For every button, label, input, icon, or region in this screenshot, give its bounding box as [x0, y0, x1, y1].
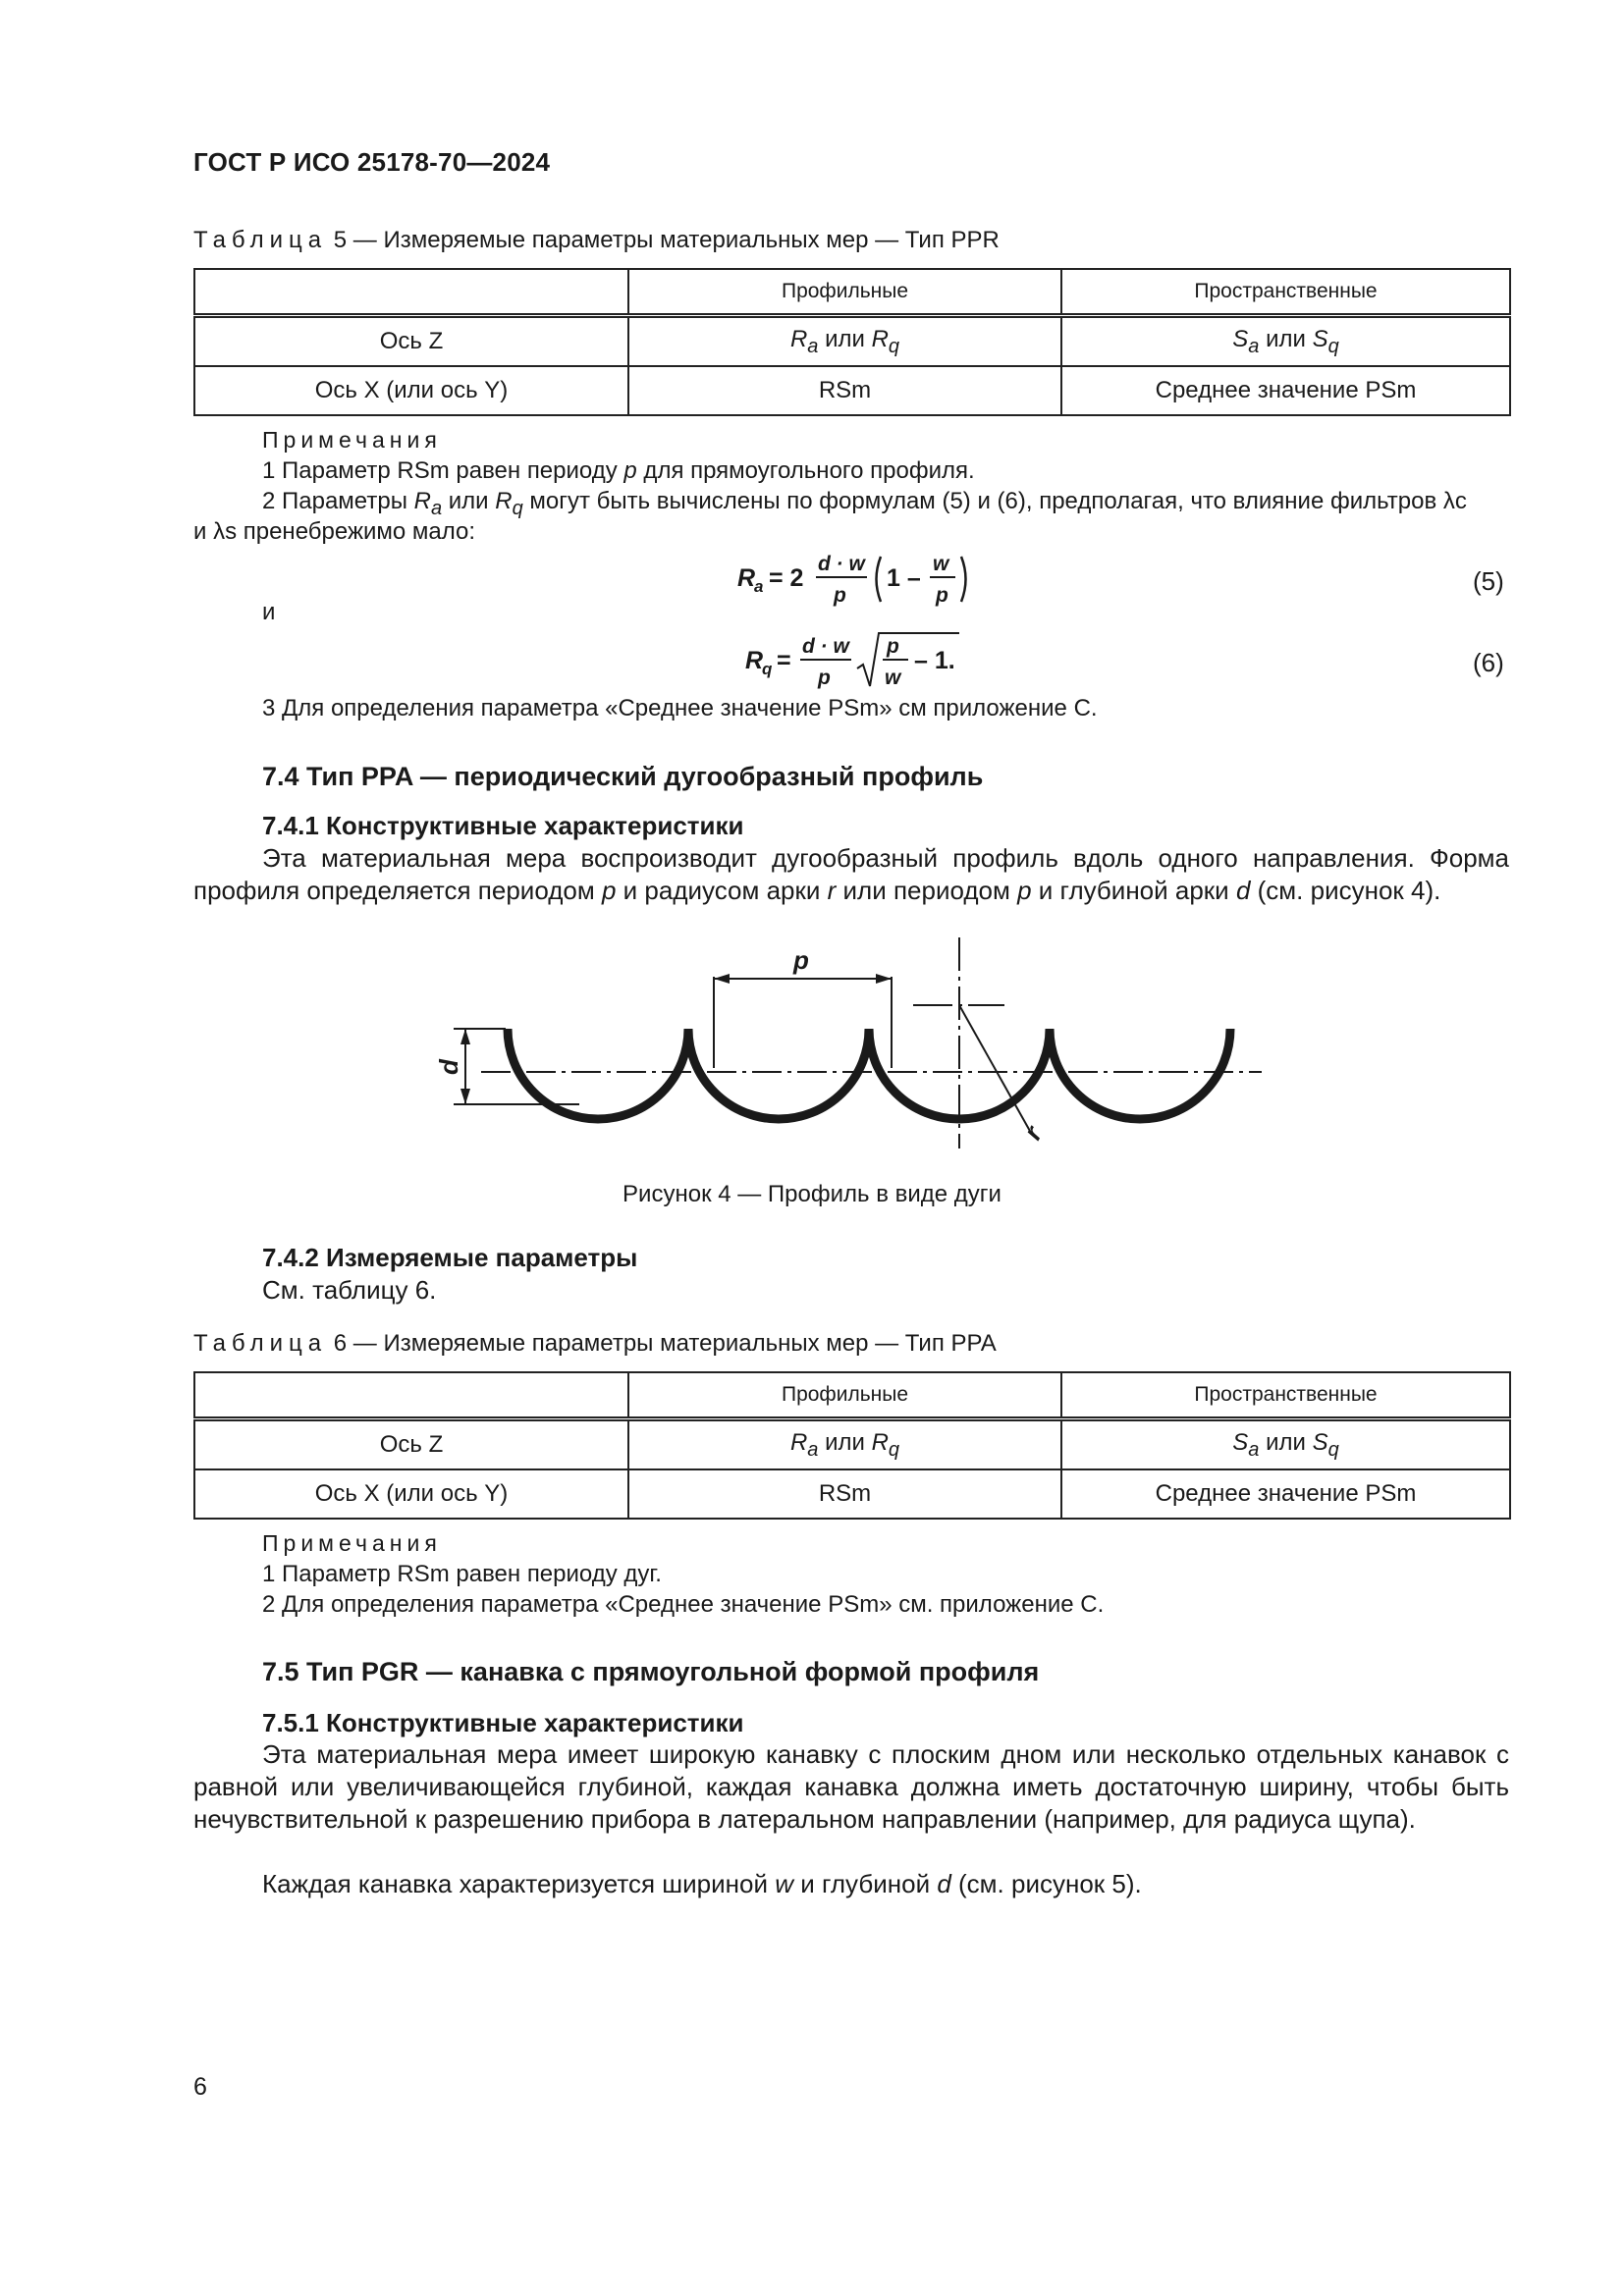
table6-caption-text: 6 — Измеряемые параметры материальных мер — Тип PPA: [333, 1330, 997, 1357]
figure-4-label-d: d: [434, 1059, 463, 1075]
svg-text:d · w: d · w: [818, 553, 865, 575]
table-row: [194, 1469, 1510, 1519]
table5-header-row: [194, 269, 1510, 316]
table5-row2-profile: RSm: [628, 366, 1061, 415]
notes5-note2-line2: и λs пренебрежимо мало:: [193, 518, 476, 545]
equation-6-number: (6): [1473, 648, 1504, 677]
table-row: [194, 1419, 1510, 1470]
figure-4-caption: Рисунок 4 — Профиль в виде дуги: [623, 1181, 1001, 1207]
svg-text:p: p: [887, 635, 899, 658]
notes5-note1: 1 Параметр RSm равен периоду p для прямоугольного профиля.: [262, 457, 975, 484]
svg-text:p: p: [936, 584, 948, 607]
section-7-5-1-paragraph2: Каждая канавка характеризуется шириной w и глубиной d (см. рисунок 5).: [262, 1869, 1142, 1898]
equation-6-graphic: [741, 625, 997, 696]
notes5-note2-line1: 2 Параметры $R_a$ или $R_q$ могут быть вычислены по формулам (5) и (6), предполагая, что влияние фильтров λc: [262, 488, 1467, 519]
section-7-4-2-text: См. таблицу 6.: [262, 1275, 437, 1305]
table5-row2-areal: Среднее значение PSm: [1061, 366, 1510, 415]
section-7-5-1-heading: 7.5.1 Конструктивные характеристики: [262, 1708, 744, 1737]
table6-caption-word: Таблица: [193, 1330, 328, 1357]
table5-header-areal: Пространственные: [1061, 269, 1510, 316]
figure-4-label-p: p: [793, 945, 809, 975]
svg-text:a: a: [754, 577, 764, 596]
table6-row1-areal: $S_a$ или $S_q$: [1061, 1419, 1510, 1470]
table6-caption: [193, 1330, 997, 1358]
svg-text:w: w: [933, 553, 949, 575]
svg-text:R: R: [737, 564, 756, 592]
section-7-4-1-heading: 7.4.1 Конструктивные характеристики: [262, 811, 744, 840]
table5-row1-profile: $R_a$ или $R_q$: [628, 316, 1061, 367]
svg-text:=: =: [777, 647, 791, 674]
table5-row1-areal: $S_a$ или $S_q$: [1061, 316, 1510, 367]
svg-text:d · w: d · w: [802, 635, 849, 658]
table5-row2-label: Ось X (или ось Y): [194, 366, 628, 415]
table6-header-areal: Пространственные: [1061, 1372, 1510, 1419]
svg-text:q: q: [762, 660, 773, 678]
table-row: [194, 316, 1510, 367]
notes6-note2: 2 Для определения параметра «Среднее значение PSm» см. приложение С.: [262, 1591, 1105, 1618]
equation-6: [741, 625, 997, 696]
notes5-note3: 3 Для определения параметра «Среднее значение PSm» см приложение С.: [262, 695, 1098, 721]
notes5-and: и: [262, 599, 276, 625]
table6: [193, 1371, 1511, 1520]
document-header: ГОСТ Р ИСО 25178-70—2024: [193, 147, 551, 177]
section-7-4-1-paragraph: Эта материальная мера воспроизводит дугообразный профиль вдоль одного направления. Форма профиля определяется периодом p и радиусом арки r или периодом p и глубиной арки d (см. рисунок 4).: [193, 843, 1509, 905]
table5-header-profile: Профильные: [628, 269, 1061, 316]
table5: [193, 268, 1511, 416]
table-row: [194, 366, 1510, 415]
table5-caption: [193, 227, 1000, 254]
section-7-5-heading: 7.5 Тип PGR — канавка с прямоугольной формой профиля: [262, 1657, 1040, 1686]
section-7-4-heading: 7.4 Тип PPA — периодический дугообразный профиль: [262, 762, 984, 791]
table5-header-empty: [194, 269, 628, 316]
figure-4-drawing: [432, 928, 1276, 1153]
svg-text:R: R: [745, 647, 764, 674]
svg-text:w: w: [885, 667, 901, 689]
equation-5-graphic: [731, 545, 987, 614]
equation-5: [731, 545, 987, 614]
notes5-title: Примечания: [262, 427, 442, 453]
section-7-5-1-paragraph1: Эта материальная мера имеет широкую канавку с плоским дном или несколько отдельных канавок с равной или увеличивающейся глубиной, каждая канавка должна иметь достаточную ширину, чтобы быть нечувствительной к разрешению прибора в латеральном направлении (например, для радиуса щупа).: [193, 1739, 1509, 1834]
table5-row1-label: Ось Z: [194, 316, 628, 367]
svg-text:= 2: = 2: [769, 564, 804, 592]
figure-4-label-r: r: [1017, 1121, 1049, 1145]
table6-row2-label: Ось X (или ось Y): [194, 1469, 628, 1519]
table6-row1-profile: $R_a$ или $R_q$: [628, 1419, 1061, 1470]
table5-caption-word: Таблица: [193, 227, 328, 253]
svg-text:p: p: [818, 667, 831, 689]
equation-5-number: (5): [1473, 566, 1504, 596]
table6-header-row: [194, 1372, 1510, 1419]
page-number: 6: [193, 2073, 207, 2101]
section-7-4-2-heading: 7.4.2 Измеряемые параметры: [262, 1243, 638, 1272]
svg-text:p: p: [834, 584, 846, 607]
svg-text:1 –: 1 –: [887, 564, 921, 592]
table6-header-profile: Профильные: [628, 1372, 1061, 1419]
table6-row2-profile: RSm: [628, 1469, 1061, 1519]
table6-header-empty: [194, 1372, 628, 1419]
table5-caption-text: 5 — Измеряемые параметры материальных мер — Тип PPR: [333, 227, 1000, 253]
svg-text:– 1.: – 1.: [914, 647, 955, 674]
table6-row1-label: Ось Z: [194, 1419, 628, 1470]
table6-row2-areal: Среднее значение PSm: [1061, 1469, 1510, 1519]
notes6-note1: 1 Параметр RSm равен периоду дуг.: [262, 1561, 662, 1587]
figure-4-arc-profile: [432, 928, 1276, 1153]
notes6-title: Примечания: [262, 1530, 442, 1556]
